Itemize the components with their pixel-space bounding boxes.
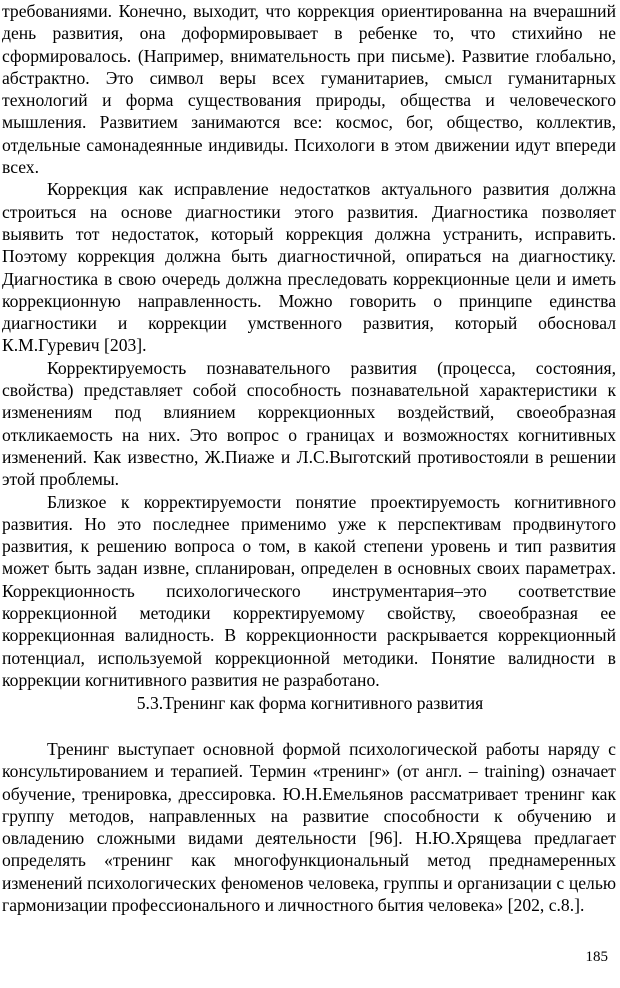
paragraph-projectability: Близкое к корректируемости понятие проектируемость когнитивного развития. Но это последнее применимо уже к перспективам продвинутого развития, к решению вопроса о том, в какой степени уровень и тип развития может быть задан извне, спланирован, определен в основных своих параметрах. Коррекционность психологического инструментария–это соответствие коррекционной методики корректируемому свойству, своеобразная ее коррекционная валидность. В коррекционности раскрывается коррекционный потенциал, используемой коррекционной методики. Понятие валидности в коррекции когнитивного развития не разработано.	[2, 491, 616, 690]
body-text-bottom	[2, 738, 616, 916]
paragraph-correction-diagnostics: Коррекция как исправление недостатков актуального развития должна строиться на основе диагностики этого развития. Диагностика позволяет выявить тот недостаток, который коррекция должна устранить, исправить. Поэтому коррекция должна быть диагностичной, опираться на диагностику. Диагностика в свою очередь должна преследовать коррекционные цели и иметь коррекционную направленность. Можно говорить о принципе единства диагностики и коррекции умственного развития, который обосновал К.М.Гуревич [203].	[2, 179, 616, 356]
paragraph-continuation: требованиями. Конечно, выходит, что коррекция ориентированна на вчерашний день развития, она доформировывает в ребенке то, что стихийно не сформировалось. (Например, внимательность при письме). Развитие глобально, абстрактно. Это символ веры всех гуманитариев, смысл гуманитарных технологий и форма существования природы, общества и человеческого мышления. Развитием занимаются все: космос, бог, общество, коллектив, отдельные самонадеянные индивиды. Психологи в этом движении идут впереди всех.	[2, 1, 616, 178]
body-text-top	[2, 0, 616, 691]
page-number: 185	[585, 949, 608, 965]
section-heading: 5.3.Тренинг как форма когнитивного развития	[136, 693, 484, 713]
paragraph-training: Тренинг выступает основной формой психологической работы наряду с консультированием и терапией. Термин «тренинг» (от англ. – training) означает обучение, тренировка, дрессировка. Ю.Н.Емельянов рассматривает тренинг как группу методов, направленных на развитие способности к обучению и овладению сложными видами деятельности [96]. Н.Ю.Хрящева предлагает определять «тренинг как многофункциональный метод преднамеренных изменений психологических феноменов человека, группы и организации с целью гармонизации профессионального и личностного бытия человека» [202, с.8.].	[2, 739, 616, 916]
paragraph-correctability: Корректируемость познавательного развития (процесса, состояния, свойства) представляет собой способность познавательной характеристики к изменениям под влиянием коррекционных воздействий, своеобразная откликаемость на них. Это вопрос о границах и возможностях когнитивных изменений. Как известно, Ж.Пиаже и Л.С.Выготский противостояли в решении этой проблемы.	[2, 357, 616, 490]
